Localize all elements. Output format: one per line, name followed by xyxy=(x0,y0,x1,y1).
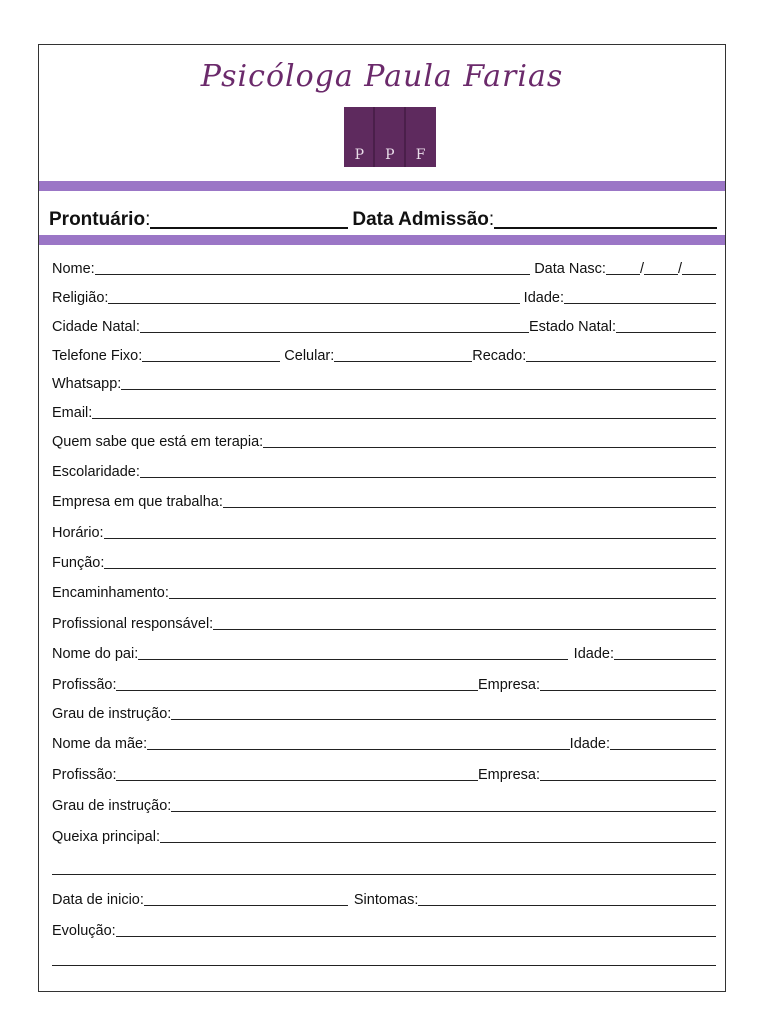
telefone-fixo-label: Telefone Fixo: xyxy=(52,348,143,364)
row-encaminhamento xyxy=(52,581,716,601)
empresa-mae-label: Empresa: xyxy=(477,767,540,783)
row-whatsapp xyxy=(52,372,716,392)
profissao-mae-field[interactable] xyxy=(116,764,477,781)
profissao-pai-label: Profissão: xyxy=(52,677,117,693)
sintomas-field[interactable] xyxy=(418,889,716,906)
accent-bar-top xyxy=(39,181,725,191)
date-slash: / xyxy=(677,261,682,277)
queixa-field[interactable] xyxy=(160,826,716,843)
data-nasc-year-field[interactable] xyxy=(682,258,716,275)
date-slash: / xyxy=(639,261,644,277)
nome-mae-label: Nome da mãe: xyxy=(52,736,148,752)
recado-label: Recado: xyxy=(472,348,527,364)
profissao-mae-label: Profissão: xyxy=(52,767,117,783)
telefone-fixo-field[interactable] xyxy=(142,345,280,362)
row-quem-sabe xyxy=(52,430,716,450)
logo-letter-p2: P xyxy=(385,147,395,163)
celular-field[interactable] xyxy=(334,345,472,362)
prontuario-row xyxy=(49,203,717,231)
grau-mae-field[interactable] xyxy=(171,795,716,812)
idade-field[interactable] xyxy=(564,287,716,304)
row-email xyxy=(52,401,716,421)
row-data-inicio xyxy=(52,888,716,908)
religiao-field[interactable] xyxy=(108,287,519,304)
form-sheet xyxy=(38,44,726,992)
horario-field[interactable] xyxy=(104,522,716,539)
row-funcao xyxy=(52,551,716,571)
grau-mae-label: Grau de instrução: xyxy=(52,798,172,814)
admissao-label: Data Admissão xyxy=(352,209,489,230)
row-profissao-pai xyxy=(52,673,716,693)
evolucao-extra-line[interactable] xyxy=(52,965,716,966)
grau-pai-label: Grau de instrução: xyxy=(52,706,172,722)
religiao-label: Religião: xyxy=(52,290,109,306)
accent-bar-bottom xyxy=(39,235,725,245)
prontuario-field[interactable] xyxy=(150,207,348,229)
row-nome-pai xyxy=(52,642,716,662)
cidade-natal-label: Cidade Natal: xyxy=(52,319,140,335)
nome-field[interactable] xyxy=(95,258,530,275)
sintomas-label: Sintomas: xyxy=(353,892,419,908)
email-field[interactable] xyxy=(92,402,716,419)
funcao-label: Função: xyxy=(52,555,105,571)
row-escolaridade xyxy=(52,460,716,480)
prontuario-label: Prontuário xyxy=(49,209,146,230)
empresa-pai-label: Empresa: xyxy=(477,677,540,693)
row-evolucao xyxy=(52,919,716,939)
celular-label: Celular: xyxy=(284,348,335,364)
logo-stripe xyxy=(373,107,375,167)
idade-pai-label: Idade: xyxy=(573,646,614,662)
encaminhamento-field[interactable] xyxy=(169,582,716,599)
row-cidade xyxy=(52,315,716,335)
idade-label: Idade: xyxy=(523,290,564,306)
data-inicio-field[interactable] xyxy=(144,889,348,906)
queixa-extra-line[interactable] xyxy=(52,874,716,875)
profissional-label: Profissional responsável: xyxy=(52,616,214,632)
profissional-field[interactable] xyxy=(213,613,716,630)
row-grau-mae xyxy=(52,794,716,814)
estado-natal-field[interactable] xyxy=(616,316,716,333)
data-nasc-month-field[interactable] xyxy=(644,258,678,275)
data-nasc-day-field[interactable] xyxy=(606,258,640,275)
admissao-field[interactable] xyxy=(494,207,717,229)
logo-letter-f: F xyxy=(415,147,426,163)
empresa-trabalha-field[interactable] xyxy=(223,491,716,508)
recado-field[interactable] xyxy=(526,345,716,362)
escolaridade-label: Escolaridade: xyxy=(52,464,140,480)
queixa-label: Queixa principal: xyxy=(52,829,160,845)
empresa-mae-field[interactable] xyxy=(540,764,716,781)
colon: : xyxy=(488,209,495,230)
grau-pai-field[interactable] xyxy=(171,703,716,720)
nome-pai-field[interactable] xyxy=(138,643,567,660)
brand-name: Psicóloga Paula Farias xyxy=(200,59,564,94)
evolucao-field[interactable] xyxy=(116,920,716,937)
quem-sabe-label: Quem sabe que está em terapia: xyxy=(52,434,264,450)
funcao-field[interactable] xyxy=(104,552,716,569)
row-nome-mae xyxy=(52,732,716,752)
profissao-pai-field[interactable] xyxy=(116,674,477,691)
email-label: Email: xyxy=(52,405,93,421)
estado-natal-label: Estado Natal: xyxy=(528,319,616,335)
nome-pai-label: Nome do pai: xyxy=(52,646,139,662)
row-religiao xyxy=(52,286,716,306)
empresa-trabalha-label: Empresa em que trabalha: xyxy=(52,494,223,510)
empresa-pai-field[interactable] xyxy=(540,674,716,691)
whatsapp-field[interactable] xyxy=(121,373,716,390)
row-grau-pai xyxy=(52,702,716,722)
row-empresa xyxy=(52,490,716,510)
nome-mae-field[interactable] xyxy=(147,733,570,750)
row-profissional xyxy=(52,612,716,632)
cidade-natal-field[interactable] xyxy=(140,316,529,333)
logo-stripe xyxy=(404,107,406,167)
logo-letter-p1: P xyxy=(354,147,364,163)
quem-sabe-field[interactable] xyxy=(263,431,716,448)
whatsapp-label: Whatsapp: xyxy=(52,376,122,392)
ppf-logo xyxy=(344,107,436,167)
escolaridade-field[interactable] xyxy=(140,461,716,478)
row-telefone xyxy=(52,344,716,364)
idade-mae-label: Idade: xyxy=(569,736,610,752)
colon: : xyxy=(145,209,151,230)
row-profissao-mae xyxy=(52,763,716,783)
idade-mae-field[interactable] xyxy=(610,733,716,750)
evolucao-label: Evolução: xyxy=(52,923,116,939)
idade-pai-field[interactable] xyxy=(614,643,716,660)
row-nome xyxy=(52,257,716,277)
data-nasc-label: Data Nasc: xyxy=(534,261,606,277)
data-inicio-label: Data de inicio: xyxy=(52,892,144,908)
row-queixa xyxy=(52,825,716,845)
nome-label: Nome: xyxy=(52,261,95,277)
horario-label: Horário: xyxy=(52,525,104,541)
encaminhamento-label: Encaminhamento: xyxy=(52,585,169,601)
row-horario xyxy=(52,521,716,541)
